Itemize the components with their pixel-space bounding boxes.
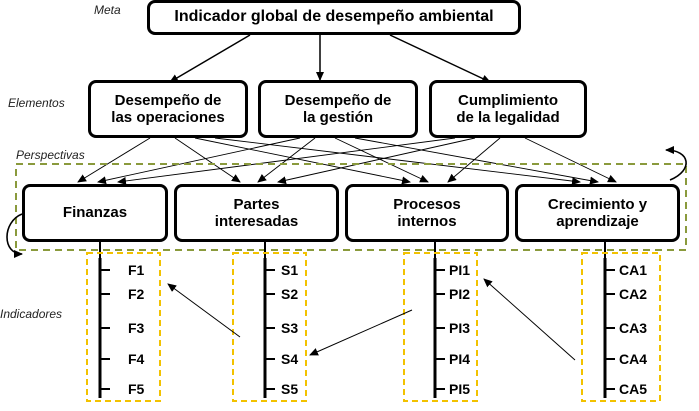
loop-arrow-left: [7, 214, 22, 254]
element-box-gestion: Desempeño de la gestión: [258, 80, 418, 138]
indicator-f5: F5: [128, 381, 145, 397]
goal-box: Indicador global de desempeño ambiental: [147, 0, 521, 35]
label-elementos: Elementos: [8, 96, 65, 110]
element-box-legalidad: Cumplimiento de la legalidad: [429, 80, 587, 138]
indicator-pi5: PI5: [449, 381, 471, 397]
label-meta: Meta: [94, 3, 121, 17]
indicator-f4: F4: [128, 351, 145, 367]
arrow-e1-p1: [78, 138, 150, 182]
arrow-goal-to-operaciones: [170, 35, 250, 82]
indicator-s5: S5: [281, 381, 299, 397]
arrow-e2-p1: [98, 138, 300, 182]
arrow-s3-to-f2: [168, 284, 240, 337]
indicator-s3: S3: [281, 320, 299, 336]
label-perspectivas: Perspectivas: [16, 148, 85, 162]
indicator-ca2: CA2: [619, 286, 648, 302]
arrow-ca4-to-pi2: [484, 279, 575, 360]
indicator-relation-arrows: [168, 279, 575, 360]
perspective-box-partes-interesadas: Partes interesadas: [174, 184, 339, 242]
indicator-ca5: CA5: [619, 381, 648, 397]
indicator-ca1: CA1: [619, 262, 648, 278]
indicator-s1: S1: [281, 262, 299, 278]
indicator-pi2: PI2: [449, 286, 471, 302]
perspective-box-procesos-internos: Procesos internos: [345, 184, 509, 242]
arrow-e2-p3: [335, 138, 428, 182]
indicator-pi3: PI3: [449, 320, 471, 336]
indicator-trees: [100, 258, 605, 398]
arrow-e1-p2: [175, 138, 240, 182]
indicators-box-finanzas: [87, 253, 160, 401]
indicator-f3: F3: [128, 320, 145, 336]
indicator-ticks: [100, 270, 615, 389]
label-indicadores: Indicadores: [0, 307, 63, 321]
goal-arrows: [170, 35, 490, 82]
arrow-e3-p1: [118, 138, 455, 182]
arrow-pi3-to-s4: [310, 310, 412, 355]
indicator-pi1: PI1: [449, 262, 471, 278]
indicator-ca4: CA4: [619, 351, 648, 367]
perspective-box-crecimiento: Crecimiento y aprendizaje: [515, 184, 680, 242]
indicator-s2: S2: [281, 286, 299, 302]
indicator-s4: S4: [281, 351, 299, 367]
indicator-ca3: CA3: [619, 320, 648, 336]
arrow-goal-to-legalidad: [390, 35, 490, 82]
arrow-e2-p4: [355, 138, 598, 182]
indicator-pi4: PI4: [449, 351, 471, 367]
indicator-f1: F1: [128, 262, 145, 278]
arrow-e3-p4: [525, 138, 616, 182]
element-box-operaciones: Desempeño de las operaciones: [88, 80, 248, 138]
cross-arrows: [78, 138, 616, 182]
indicator-f2: F2: [128, 286, 145, 302]
perspective-box-finanzas: Finanzas: [22, 184, 168, 242]
arrow-e3-p3: [448, 138, 500, 182]
